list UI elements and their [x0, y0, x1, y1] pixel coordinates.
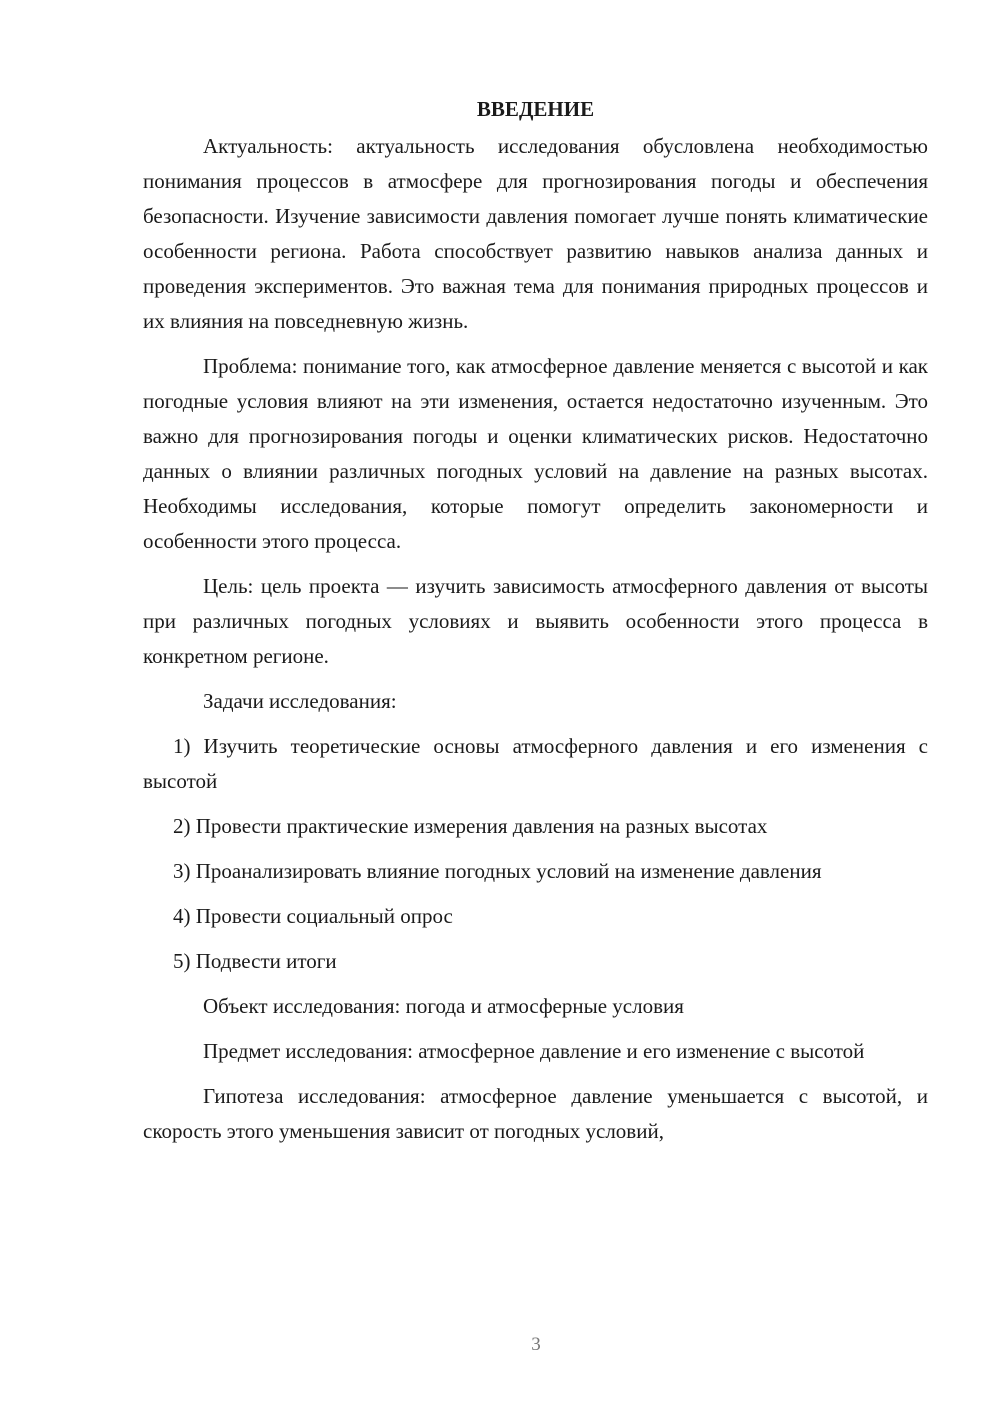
task-item: 5) Подвести итоги — [173, 949, 337, 973]
object-paragraph: Объект исследования: погода и атмосферные условия — [203, 994, 684, 1018]
relevance-paragraph: Актуальность: актуальность исследования обусловлена необходимостью понимания процессов в атмосфере для прогнозирования погоды и обеспечения безопасности. Изучение зависимости давления помогает лучше понять климатические особенности региона. Работа способствует развитию навыков анализа данных и проведения экспериментов. Это важная тема для понимания природных процессов и их влияния на повседневную жизнь. — [143, 134, 928, 333]
subject-paragraph: Предмет исследования: атмосферное давление и его изменение с высотой — [203, 1039, 865, 1063]
hypothesis-paragraph: Гипотеза исследования: атмосферное давление уменьшается с высотой, и скорость этого уменьшения зависит от погодных условий, — [143, 1084, 928, 1143]
task-item: 3) Проанализировать влияние погодных условий на изменение давления — [173, 859, 822, 883]
tasks-heading: Задачи исследования: — [203, 689, 397, 713]
goal-paragraph: Цель: цель проекта — изучить зависимость атмосферного давления от высоты при различных погодных условиях и выявить особенности этого процесса в конкретном регионе. — [143, 574, 928, 668]
problem-paragraph: Проблема: понимание того, как атмосферное давление меняется с высотой и как погодные условия влияют на эти изменения, остается недостаточно изученным. Это важно для прогнозирования погоды и оценки климатических рисков. Недостаточно данных о влиянии различных погодных условий на давление на разных высотах. Необходимы исследования, которые помогут определить закономерности и особенности этого процесса. — [143, 354, 928, 553]
section-heading: ВВЕДЕНИЕ — [476, 97, 595, 121]
page-content — [143, 92, 928, 1159]
task-item: 4) Провести социальный опрос — [173, 904, 453, 928]
task-item: 2) Провести практические измерения давления на разных высотах — [173, 814, 768, 838]
task-item: 1) Изучить теоретические основы атмосферного давления и его изменения с высотой — [143, 734, 928, 793]
page-number: 3 — [531, 1334, 541, 1355]
